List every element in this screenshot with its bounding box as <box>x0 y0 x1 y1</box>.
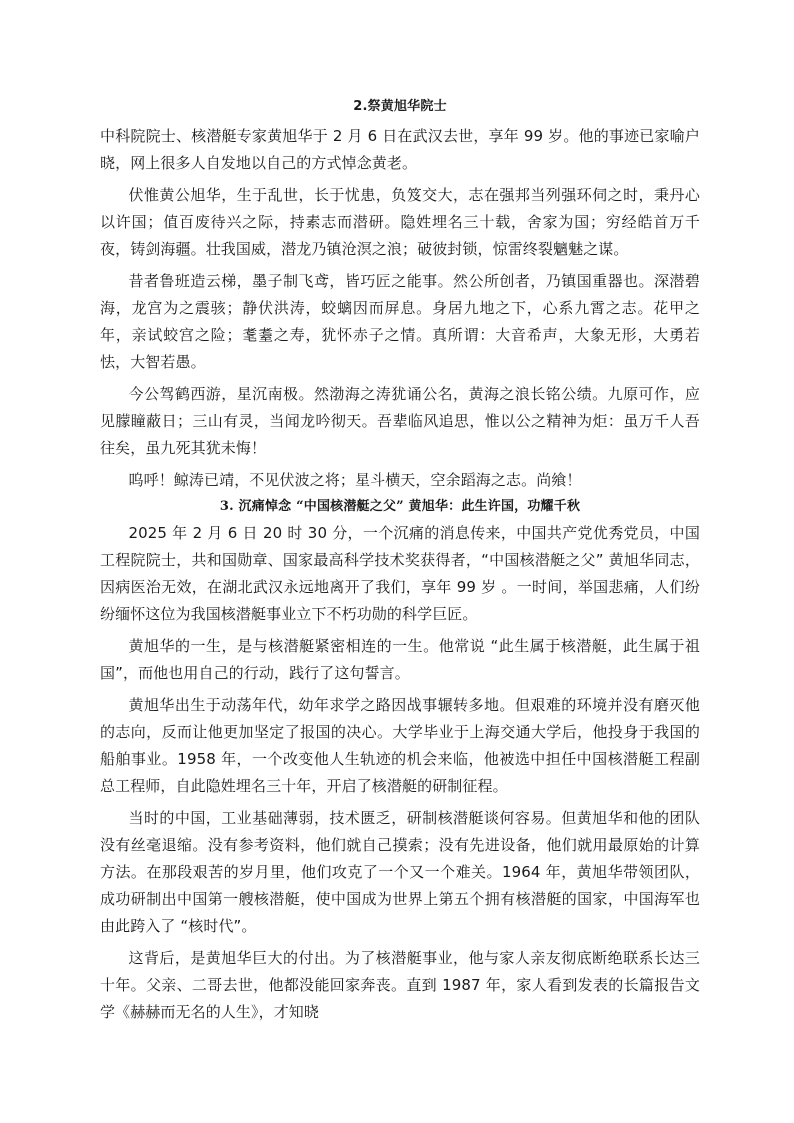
paragraph-news-5: 这背后，是黄旭华巨大的付出。为了核潜艇事业，他与家人亲友彻底断绝联系长达三十年。父亲、二哥去世，他都没能回家奔丧。直到 1987 年，家人看到发表的长篇报告文学《赫赫而无名的人生》，才知晓 <box>100 949 700 1021</box>
paragraph-eulogy-4: 呜呼！鲸涛已靖，不见伏波之将；星斗横天，空余蹈海之志。尚飨！ <box>128 471 582 489</box>
paragraph-news-3: 黄旭华出生于动荡年代，幼年求学之路因战事辗转多地。但艰难的环境并没有磨灭他的志向，反而让他更加坚定了报国的决心。大学毕业于上海交通大学后，他投身于我国的船舶事业。1958 年，一个改变他人生轨迹的机会来临，他被选中担任中国核潜艇工程副总工程师，自此隐姓埋名三十年，开启了核潜艇的研制征程。 <box>100 696 700 795</box>
paragraph-eulogy-2: 昔者鲁班造云梯，墨子制飞鸢，皆巧匠之能事。然公所创者，乃镇国重器也。深潜碧海，龙宫为之震骇；静伏洪涛，蛟螭因而屏息。身居九地之下，心系九霄之志。花甲之年，亲试蛟宫之险；耄耋之寿，犹怀赤子之情。真所谓：大音希声，大象无形，大勇若怯，大智若愚。 <box>100 272 700 371</box>
paragraph-eulogy-1: 伏惟黄公旭华，生于乱世，长于忧患，负笈交大，志在强邦当列强环伺之时，秉丹心以许国；值百废待兴之际，持素志而潜研。隐姓埋名三十载，舍家为国；穷经皓首万千夜，铸剑海疆。壮我国威，潜龙乃镇沧溟之浪；破彼封锁，惊雷终裂魑魅之谋。 <box>100 186 700 258</box>
paragraph-news-1: 2025 年 2 月 6 日 20 时 30 分，一个沉痛的消息传来，中国共产党优秀党员，中国工程院院士，共和国勋章、国家最高科学技术奖获得者，“中国核潜艇之父” 黄旭华同志，因病医治无效，在湖北武汉永远地离开了我们，享年 99 岁 。一时间，举国悲痛，人们纷纷缅怀这位为我国核潜艇事业立下不朽功勋的科学巨匠。 <box>100 524 700 623</box>
document-page <box>100 96 700 1031</box>
paragraph-intro: 中科院院士、核潜艇专家黄旭华于 2 月 6 日在武汉去世，享年 99 岁。他的事迹已家喻户晓，网上很多人自发地以自己的方式悼念黄老。 <box>100 127 700 172</box>
paragraph-eulogy-3: 今公驾鹤西游，星沉南极。然渤海之涛犹诵公名，黄海之浪长铭公绩。九原可作，应见朦瞳蔽日；三山有灵，当闻龙吟彻天。吾辈临风追思，惟以公之精神为炬：虽万千人吾往矣，虽九死其犹未悔！ <box>100 385 700 457</box>
section-title-mourning: 3. 沉痛悼念 “中国核潜艇之父” 黄旭华：此生许国，功耀千秋 <box>219 499 581 514</box>
paragraph-news-2: 黄旭华的一生，是与核潜艇紧密相连的一生。他常说 “此生属于核潜艇，此生属于祖国”，而他也用自己的行动，践行了这句誓言。 <box>100 637 700 682</box>
paragraph-news-4: 当时的中国，工业基础薄弱，技术匮乏，研制核潜艇谈何容易。但黄旭华和他的团队没有丝毫退缩。没有参考资料，他们就自己摸索；没有先进设备，他们就用最原始的计算方法。在那段艰苦的岁月里，他们攻克了一个又一个难关。1964 年，黄旭华带领团队，成功研制出中国第一艘核潜艇，使中国成为世界上第五个拥有核潜艇的国家，中国海军也由此跨入了 “核时代”。 <box>100 809 700 935</box>
section-title-tribute: 2.祭黄旭华院士 <box>353 99 447 114</box>
